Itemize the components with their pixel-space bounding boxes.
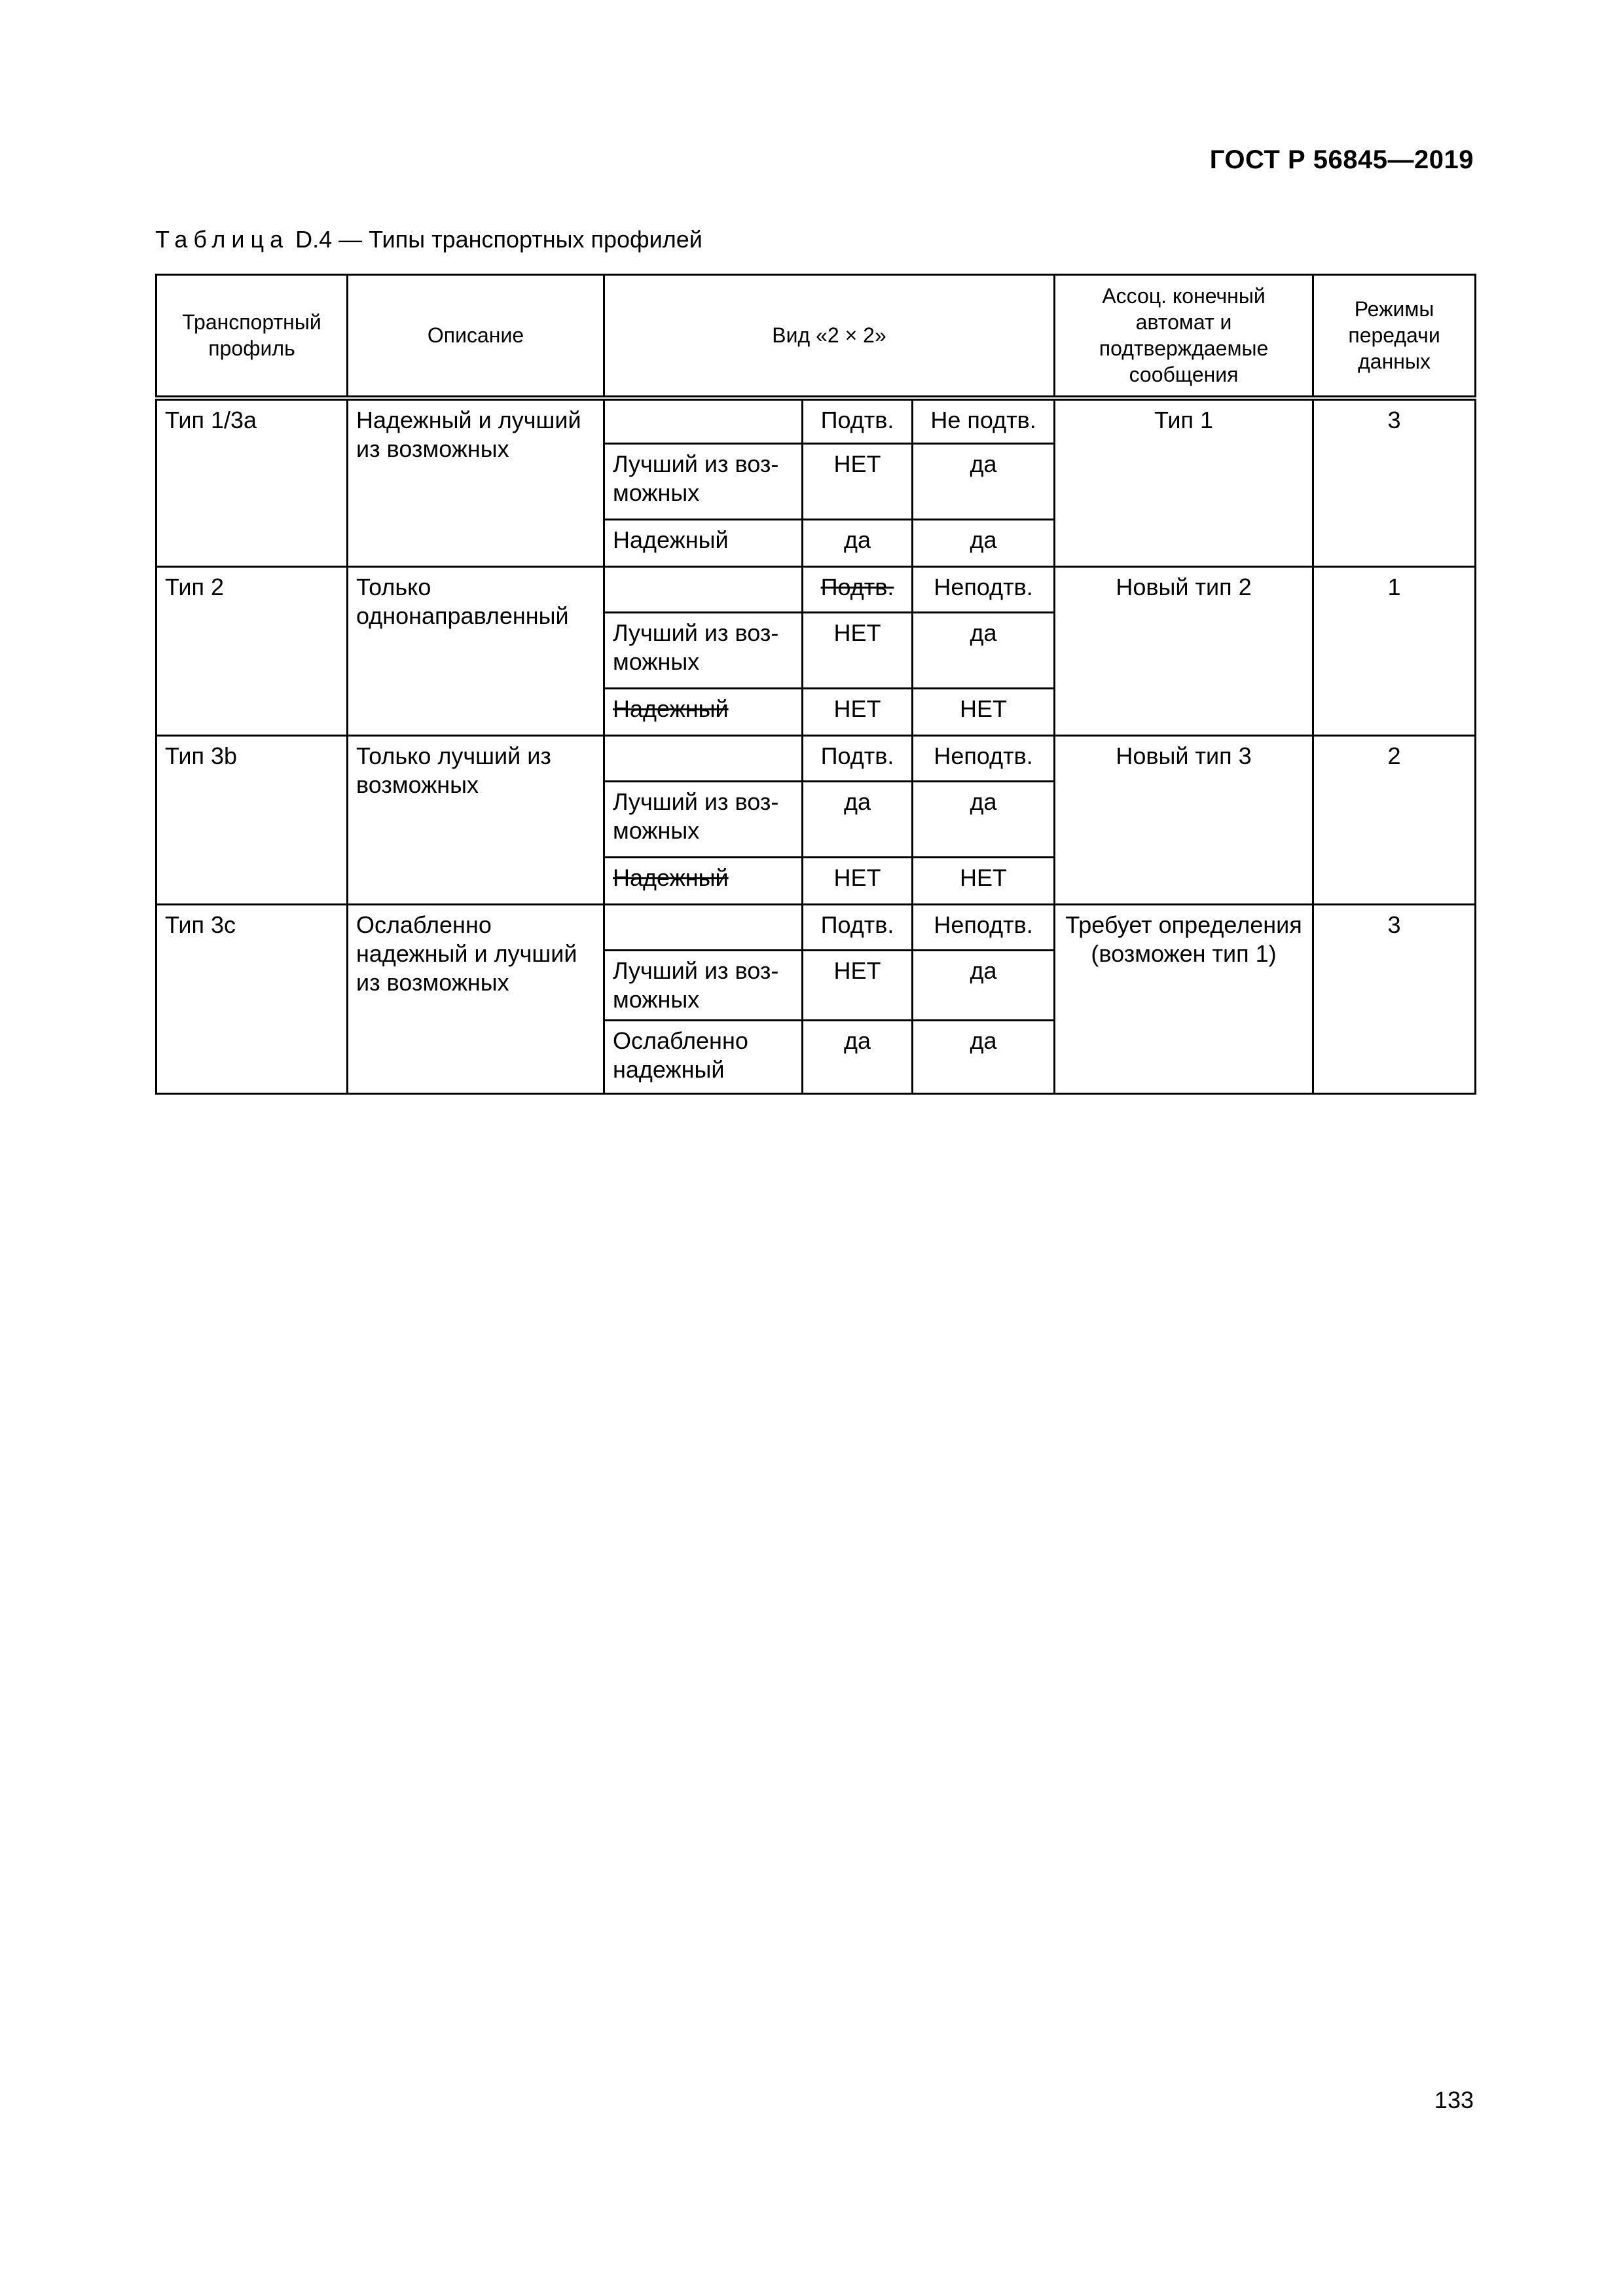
- header-description: Описание: [348, 275, 604, 398]
- automaton-cell: Требует определения (возможен тип 1): [1055, 905, 1313, 1094]
- sub-label-cell: [604, 905, 803, 951]
- transport-profiles-table: [155, 274, 1476, 1095]
- table-row: [156, 736, 1476, 782]
- sub-label-cell: [604, 858, 803, 905]
- sub-value-cell: да: [913, 782, 1055, 858]
- sub-label-cell: [604, 689, 803, 736]
- description-cell: Ослабленно надежный и лучший из возможных: [348, 905, 604, 1094]
- page-number: 133: [1434, 2086, 1474, 2113]
- modes-cell: 2: [1313, 736, 1476, 905]
- sub-value-cell: да: [913, 613, 1055, 689]
- sub-value-cell: да: [803, 1021, 913, 1094]
- table-row: [156, 567, 1476, 613]
- sub-label-cell: [604, 567, 803, 613]
- table-caption-label: Таблица: [155, 226, 289, 253]
- sub-value-cell: НЕТ: [803, 858, 913, 905]
- sub-value-cell: [803, 567, 913, 613]
- profile-cell: Тип 3c: [156, 905, 348, 1094]
- sub-label-cell: Надежный: [604, 520, 803, 567]
- sub-label-cell: Лучший из воз-можных: [604, 613, 803, 689]
- table-row: [156, 905, 1476, 951]
- header-modes: Режимы передачи данных: [1313, 275, 1476, 398]
- sub-label-cell: Лучший из воз-можных: [604, 782, 803, 858]
- automaton-cell: Тип 1: [1055, 398, 1313, 567]
- modes-cell: 1: [1313, 567, 1476, 736]
- header-automaton: Ассоц. конечный автомат и подтверждаемые сообщения: [1055, 275, 1313, 398]
- sub-value-cell: НЕТ: [803, 613, 913, 689]
- table-caption: [155, 226, 702, 253]
- sub-value-cell: да: [913, 444, 1055, 520]
- header-view: Вид «2 × 2»: [604, 275, 1055, 398]
- sub-value-cell: НЕТ: [913, 858, 1055, 905]
- table-row: [156, 398, 1476, 444]
- sub-value-cell: да: [803, 520, 913, 567]
- standard-code: ГОСТ Р 56845—2019: [1209, 145, 1474, 174]
- sub-value-cell: НЕТ: [803, 951, 913, 1021]
- automaton-cell: Новый тип 2: [1055, 567, 1313, 736]
- profile-cell: Тип 2: [156, 567, 348, 736]
- sub-label-cell: [604, 398, 803, 444]
- modes-cell: 3: [1313, 398, 1476, 567]
- modes-cell: 3: [1313, 905, 1476, 1094]
- sub-value-cell: Неподтв.: [913, 905, 1055, 951]
- sub-value-cell: Неподтв.: [913, 567, 1055, 613]
- sub-value-cell: Подтв.: [803, 398, 913, 444]
- sub-value-cell: да: [913, 951, 1055, 1021]
- sub-value-cell: да: [913, 520, 1055, 567]
- struck-text: Подтв.: [820, 574, 894, 600]
- sub-value-cell: Неподтв.: [913, 736, 1055, 782]
- sub-value-cell: Не подтв.: [913, 398, 1055, 444]
- sub-value-cell: НЕТ: [803, 689, 913, 736]
- sub-value-cell: НЕТ: [913, 689, 1055, 736]
- sub-value-cell: да: [913, 1021, 1055, 1094]
- sub-label-cell: Лучший из воз-можных: [604, 951, 803, 1021]
- sub-value-cell: да: [803, 782, 913, 858]
- sub-value-cell: НЕТ: [803, 444, 913, 520]
- automaton-cell: Новый тип 3: [1055, 736, 1313, 905]
- table-caption-title: D.4 — Типы транспортных профилей: [289, 226, 702, 253]
- description-cell: Только однонаправленный: [348, 567, 604, 736]
- sub-label-cell: Ослабленно надежный: [604, 1021, 803, 1094]
- sub-value-cell: Подтв.: [803, 736, 913, 782]
- struck-text: Надежный: [613, 695, 729, 722]
- profile-cell: Тип 1/3a: [156, 398, 348, 567]
- header-profile: Транспортный профиль: [156, 275, 348, 398]
- struck-text: Надежный: [613, 864, 729, 891]
- description-cell: Надежный и лучший из возможных: [348, 398, 604, 567]
- sub-label-cell: Лучший из воз-можных: [604, 444, 803, 520]
- sub-value-cell: Подтв.: [803, 905, 913, 951]
- description-cell: Только лучший из возможных: [348, 736, 604, 905]
- sub-label-cell: [604, 736, 803, 782]
- table-header-row: [156, 275, 1476, 398]
- profile-cell: Тип 3b: [156, 736, 348, 905]
